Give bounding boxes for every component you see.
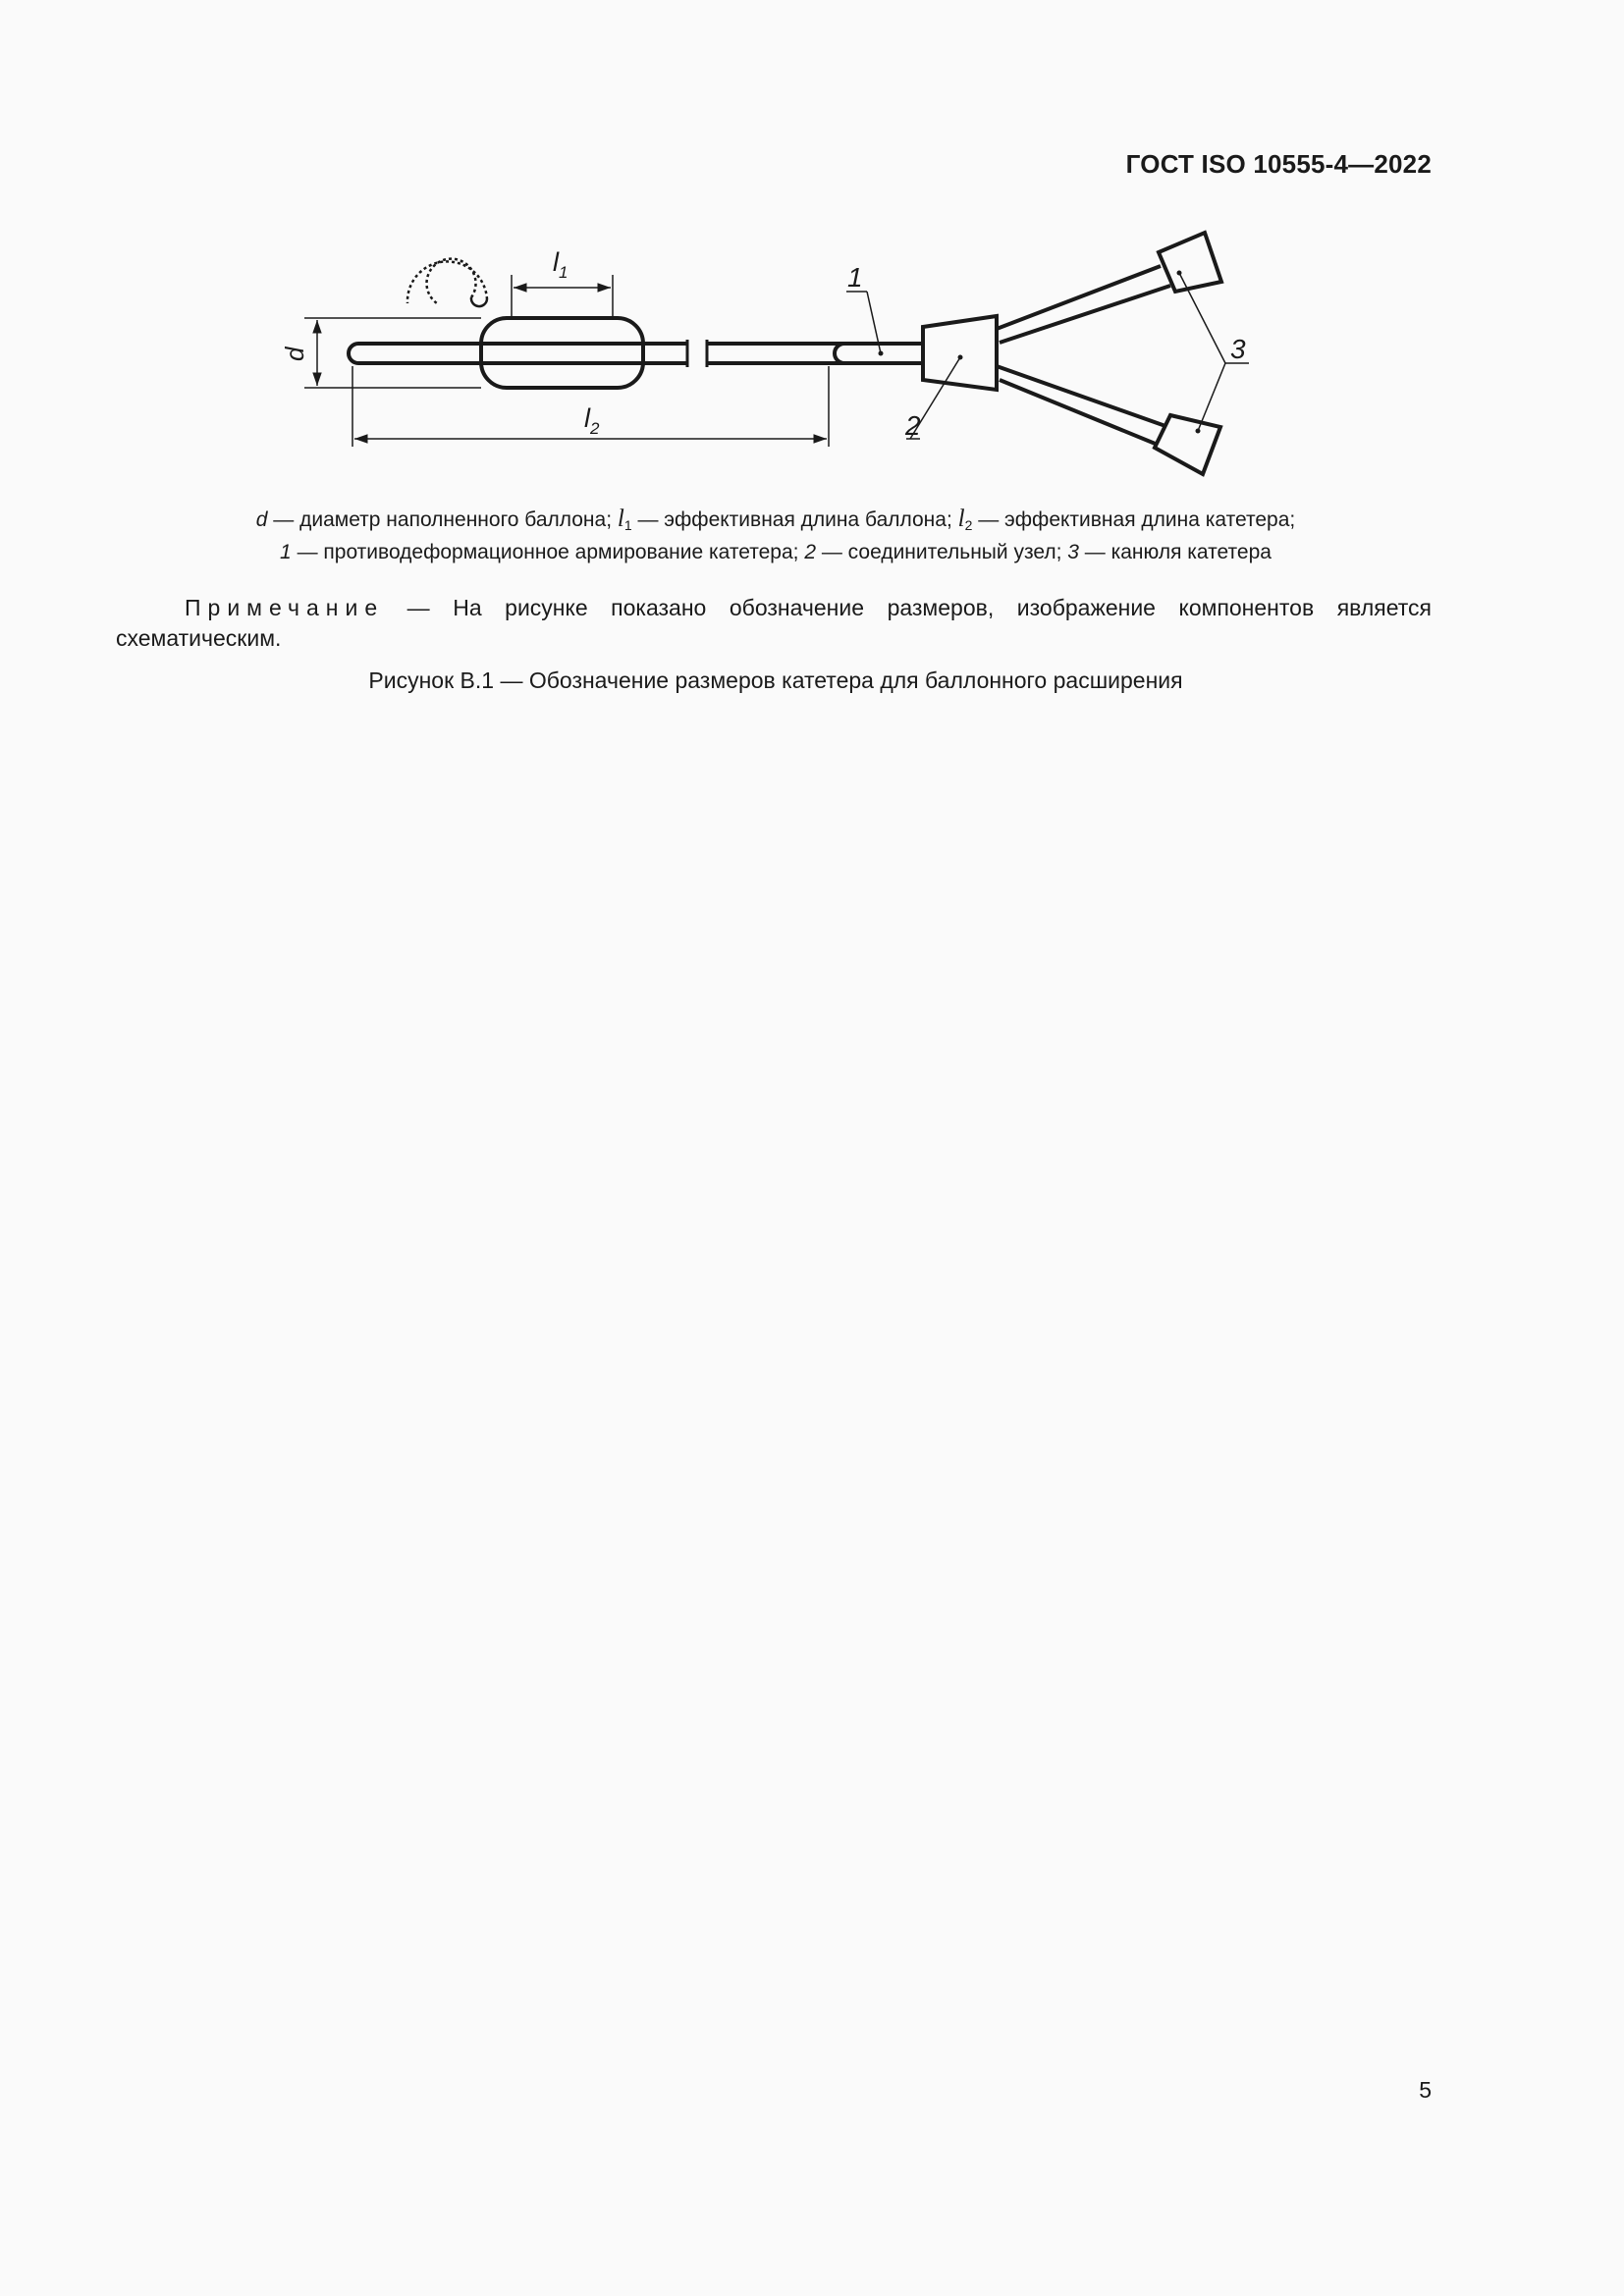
note-text: — На рисунке показано обозначение размеров, изображение компонентов является схематическим. bbox=[116, 595, 1432, 651]
callout-1: 1 bbox=[847, 262, 863, 293]
label-l2: l bbox=[584, 403, 590, 433]
catheter-shaft bbox=[349, 340, 923, 367]
legend-text-l2: — эффективная длина катетера; bbox=[972, 508, 1296, 531]
legend-text-3: — канюля катетера bbox=[1078, 541, 1272, 563]
balloon bbox=[481, 318, 643, 388]
catheter-figure bbox=[275, 221, 1257, 486]
svg-text:l1 bbox=[553, 247, 568, 282]
legend-sym-d: d bbox=[255, 508, 268, 531]
legend-text-d: — диаметр наполненного баллона; bbox=[267, 508, 618, 531]
svg-text:l2 bbox=[584, 403, 600, 438]
connector-hub bbox=[923, 316, 997, 390]
catheter-diagram bbox=[275, 221, 1257, 486]
legend-text-1: — противодеформационное армирование катетера; bbox=[291, 541, 805, 563]
legend-num-2: 2 bbox=[804, 541, 817, 563]
coiled-tip bbox=[407, 259, 487, 306]
figure-note bbox=[116, 593, 1432, 654]
legend-num-3: 3 bbox=[1067, 541, 1079, 563]
legend-num-1: 1 bbox=[280, 541, 292, 563]
legend-line-2 bbox=[118, 536, 1434, 568]
legend-text-2: — соединительный узел; bbox=[816, 541, 1068, 563]
legend-text-l1: — эффективная длина баллона; bbox=[631, 508, 958, 531]
figure-caption: Рисунок B.1 — Обозначение размеров катетера для баллонного расширения bbox=[368, 667, 1183, 693]
figure-legend bbox=[118, 503, 1434, 568]
callout-2: 2 bbox=[905, 410, 921, 441]
dimension-d bbox=[304, 318, 481, 388]
label-l1-sub: 1 bbox=[559, 263, 568, 282]
document-header: ГОСТ ISO 10555-4—2022 bbox=[1125, 149, 1432, 179]
cannula-lower bbox=[1155, 415, 1220, 474]
branches bbox=[997, 266, 1170, 445]
legend-line-1 bbox=[118, 503, 1434, 536]
label-l2-sub: 2 bbox=[590, 419, 600, 438]
label-d: d bbox=[280, 347, 309, 361]
callout-3: 3 bbox=[1230, 334, 1246, 364]
legend-sym-l1: l bbox=[617, 506, 624, 532]
legend-sub-l1: 1 bbox=[623, 517, 632, 533]
legend-sym-l2: l bbox=[957, 506, 965, 532]
note-label: Примечание bbox=[185, 595, 385, 620]
legend-sub-l2: 2 bbox=[964, 517, 973, 533]
label-l1: l bbox=[553, 247, 559, 277]
cannula-upper bbox=[1159, 233, 1221, 292]
page-number: 5 bbox=[1419, 2077, 1432, 2103]
